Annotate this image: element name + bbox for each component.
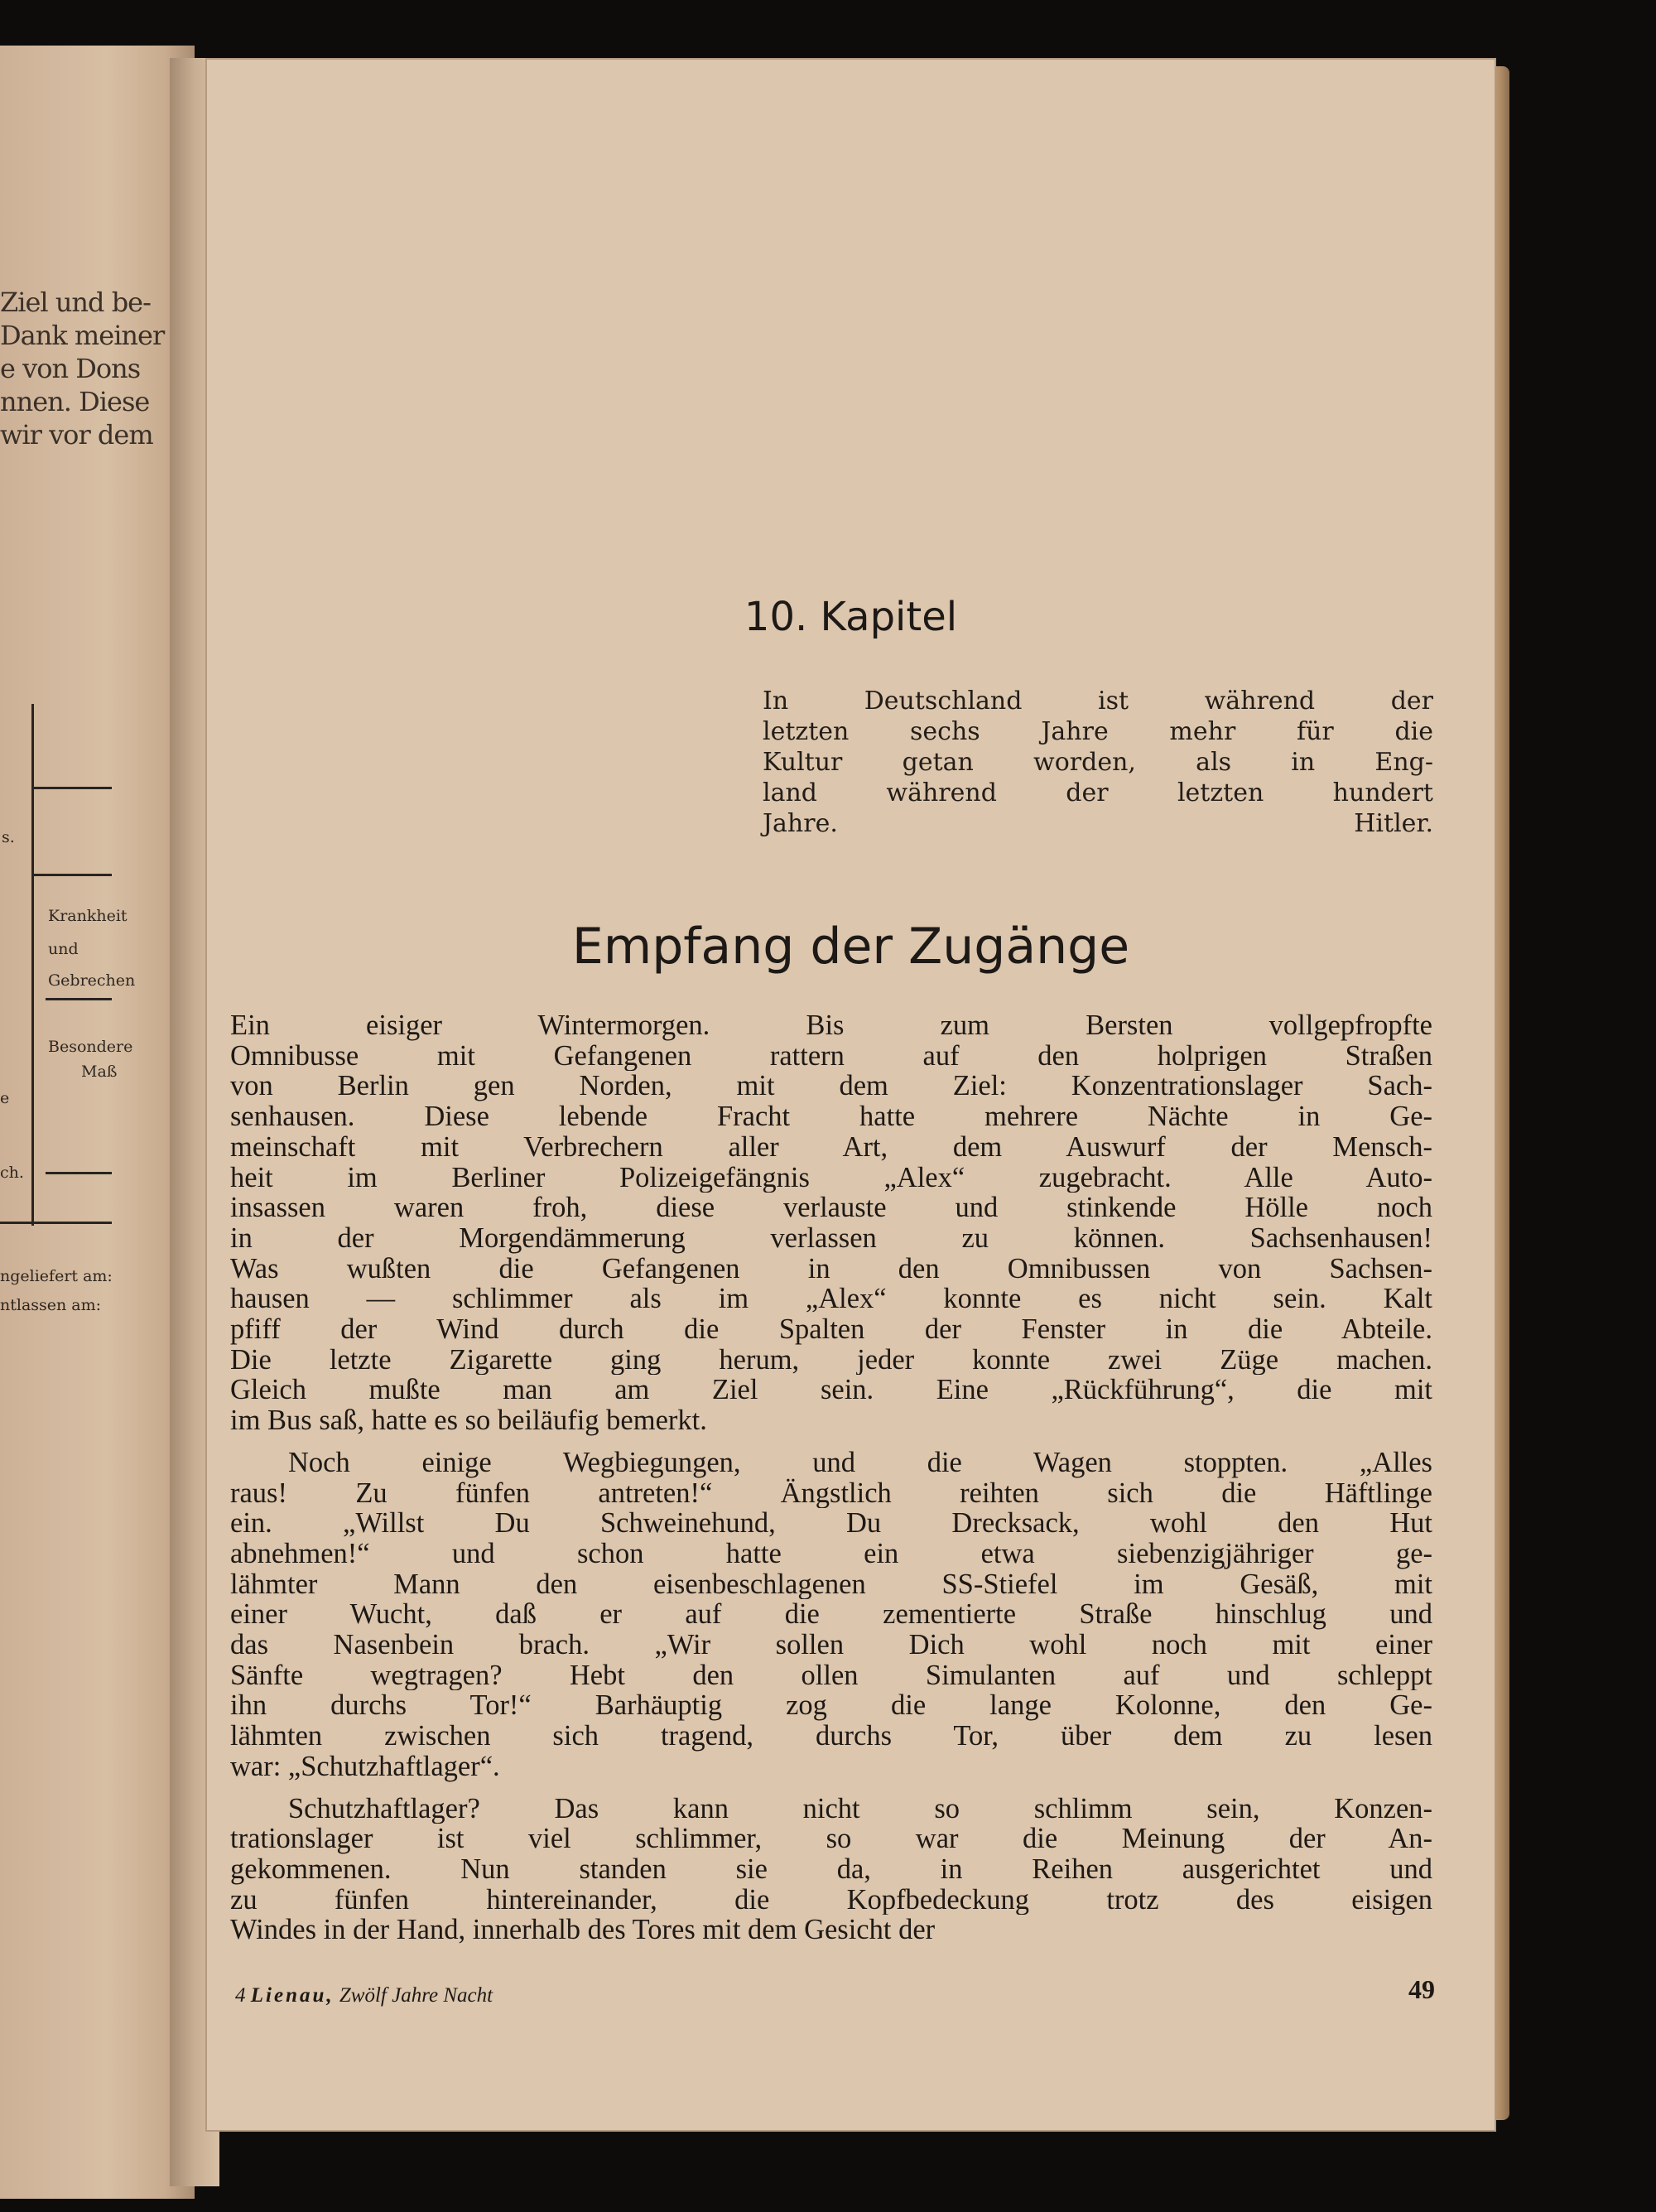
text-line: Ein eisiger Wintermorgen. Bis zum Bersten vollgepfropfte xyxy=(230,1010,1432,1041)
text-line: Noch einige Wegbiegungen, und die Wagen stoppten. „Alles xyxy=(288,1447,1432,1478)
paragraph xyxy=(230,1794,1432,1946)
text-line: in der Morgendämmerung verlassen zu können. Sachsenhausen! xyxy=(230,1222,1432,1254)
left-page-text xyxy=(0,286,165,451)
epigraph-line: land während der letzten hundert xyxy=(763,778,1433,807)
text-line: lähmter Mann den eisenbeschlagenen SS-Stiefel im Gesäß, mit xyxy=(230,1569,1432,1600)
text-line: einer Wucht, daß er auf die zementierte Straße hinschlug und xyxy=(230,1599,1432,1631)
left-facing-page xyxy=(0,46,195,2199)
left-page-line: wir vor dem xyxy=(0,419,153,451)
body-text xyxy=(230,1010,1432,1945)
form-label: e xyxy=(0,1089,10,1107)
text-line: im Bus saß, hatte es so beiläufig bemerkt. xyxy=(230,1405,707,1436)
epigraph-line: letzten sechs Jahre mehr für die xyxy=(763,717,1433,746)
left-page-line: Ziel und be- xyxy=(0,287,151,318)
form-label: Gebrechen xyxy=(48,971,136,990)
signature-title: Zwölf Jahre Nacht xyxy=(339,1984,493,2007)
text-line: Schutzhaftlager? Das kann nicht so schlimm sein, Konzen- xyxy=(288,1793,1432,1824)
text-line: gekommenen. Nun standen sie da, in Reihen ausgerichtet und xyxy=(230,1853,1432,1885)
signature-author: Lienau, xyxy=(250,1984,335,2007)
epigraph-last-line xyxy=(763,808,1433,839)
section-title: Empfang der Zugänge xyxy=(571,918,1130,976)
text-line: Omnibusse mit Gefangenen rattern auf den holprigen Straßen xyxy=(230,1040,1432,1072)
form-label: Maß xyxy=(81,1063,118,1081)
book-page xyxy=(207,60,1495,2130)
form-rule xyxy=(46,998,112,1000)
left-page-line: Dank meiner xyxy=(0,320,165,351)
epigraph-line: Kultur getan worden, als in Eng- xyxy=(763,748,1433,777)
left-page-line: nnen. Diese xyxy=(0,386,150,417)
epigraph-line: Jahre. xyxy=(763,809,838,838)
text-line: lähmten zwischen sich tragend, durchs Tor, über dem zu lesen xyxy=(230,1721,1432,1752)
form-rule xyxy=(46,1172,112,1174)
form-label: ch. xyxy=(0,1164,24,1182)
form-label: Krankheit xyxy=(48,907,128,925)
epigraph xyxy=(763,686,1433,839)
printer-signature xyxy=(235,1984,493,2007)
text-line: das Nasenbein brach. „Wir sollen Dich wohl noch mit einer xyxy=(230,1630,1432,1660)
signature-number: 4 xyxy=(235,1984,246,2007)
text-line: Was wußten die Gefangenen in den Omnibussen von Sachsen- xyxy=(230,1253,1432,1284)
left-page-line: e von Dons xyxy=(0,353,141,384)
text-line: ihn durchs Tor!“ Barhäuptig zog die lange Kolonne, den Ge- xyxy=(230,1690,1432,1722)
text-line: trationslager ist viel schlimmer, so war die Meinung der An- xyxy=(230,1824,1432,1854)
text-line: hausen — schlimmer als im „Alex“ konnte es nicht sein. Kalt xyxy=(230,1284,1432,1315)
chapter-heading: 10. Kapitel xyxy=(744,594,958,640)
text-line: heit im Berliner Polizeigefängnis „Alex“ zugebracht. Alle Auto- xyxy=(230,1162,1432,1193)
text-line: senhausen. Diese lebende Fracht hatte mehrere Nächte in Ge- xyxy=(230,1101,1432,1132)
page-number: 49 xyxy=(1408,1974,1435,2004)
form-label: ngeliefert am: xyxy=(0,1267,113,1285)
form-rule xyxy=(0,1222,112,1224)
form-label: s. xyxy=(2,828,15,846)
text-line: abnehmen!“ und schon hatte ein etwa siebenzigjähriger ge- xyxy=(230,1538,1432,1569)
form-rule xyxy=(31,874,112,876)
text-line: pfiff der Wind durch die Spalten der Fenster in die Abteile. xyxy=(230,1314,1432,1345)
text-line: Sänfte wegtragen? Hebt den ollen Simulanten auf und schleppt xyxy=(230,1660,1432,1691)
text-line: Die letzte Zigarette ging herum, jeder konnte zwei Züge machen. xyxy=(230,1344,1432,1376)
form-label: Besondere xyxy=(48,1038,133,1056)
form-label: und xyxy=(48,940,79,958)
text-line: meinschaft mit Verbrechern aller Art, dem Auswurf der Mensch- xyxy=(230,1131,1432,1163)
text-line: raus! Zu fünfen antreten!“ Ängstlich reihten sich die Häftlinge xyxy=(230,1477,1432,1509)
paragraph xyxy=(230,1448,1432,1782)
text-line: war: „Schutzhaftlager“. xyxy=(230,1751,500,1782)
form-label: ntlassen am: xyxy=(0,1296,102,1314)
epigraph-line: In Deutschland ist während der xyxy=(763,687,1433,716)
form-rule xyxy=(31,787,112,789)
text-line: Windes in der Hand, innerhalb des Tores mit dem Gesicht der xyxy=(230,1915,936,1946)
text-line: Gleich mußte man am Ziel sein. Eine „Rückführung“, die mit xyxy=(230,1375,1432,1406)
epigraph-author: Hitler. xyxy=(1354,809,1433,838)
paragraph xyxy=(230,1010,1432,1436)
text-line: insassen waren froh, diese verlauste und stinkende Hölle noch xyxy=(230,1193,1432,1223)
form-rule xyxy=(31,704,34,1226)
text-line: ein. „Willst Du Schweinehund, Du Drecksack, wohl den Hut xyxy=(230,1508,1432,1539)
text-line: von Berlin gen Norden, mit dem Ziel: Konzentrationslager Sach- xyxy=(230,1071,1432,1102)
text-line: zu fünfen hintereinander, die Kopfbedeckung trotz des eisigen xyxy=(230,1884,1432,1916)
